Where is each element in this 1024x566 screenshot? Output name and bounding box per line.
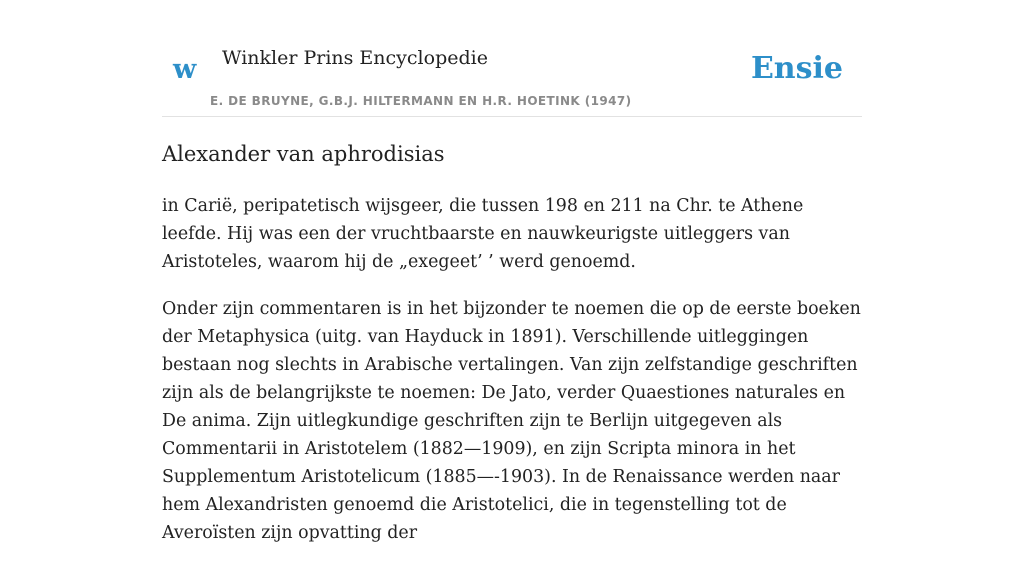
- source-authors: E. DE BRUYNE, G.B.J. HILTERMANN EN H.R. HOETINK (1947): [210, 94, 632, 108]
- source-header: [162, 0, 862, 117]
- brand-logo[interactable]: Ensie: [750, 51, 843, 86]
- article-paragraph: in Carië, peripatetisch wijsgeer, die tussen 198 en 211 na Chr. te Athene leefde. Hij was een der vruchtbaarste en nauwkeurigste uitleggers van Aristoteles, waarom hij de „exegeet’ ’ werd genoemd.: [162, 196, 804, 272]
- article-paragraph: Onder zijn commentaren is in het bijzonder te noemen die op de eerste boeken der Metaphysica (uitg. van Hayduck in 1891). Verschillende uitleggingen bestaan nog slechts in Arabische vertalingen. Van zijn zelfstandige geschriften zijn als de belangrijkste te noemen: De Jato, verder Quaestiones naturales en De anima. Zijn uitlegkundige geschriften zijn te Berlijn uitgegeven als Commentarii in Aristotelem (1882—1909), en zijn Scripta minora in het Supplementum Aristotelicum (1885—-1903). In de Renaissance werden naar hem Alexandristen genoemd die Aristotelici, die in tegenstelling tot de Averoïsten zijn opvatting der: [162, 299, 861, 543]
- source-logo[interactable]: w: [173, 54, 197, 85]
- source-title[interactable]: Winkler Prins Encyclopedie: [222, 47, 488, 69]
- article-body: [162, 192, 862, 566]
- article-title: Alexander van aphrodisias: [162, 142, 445, 166]
